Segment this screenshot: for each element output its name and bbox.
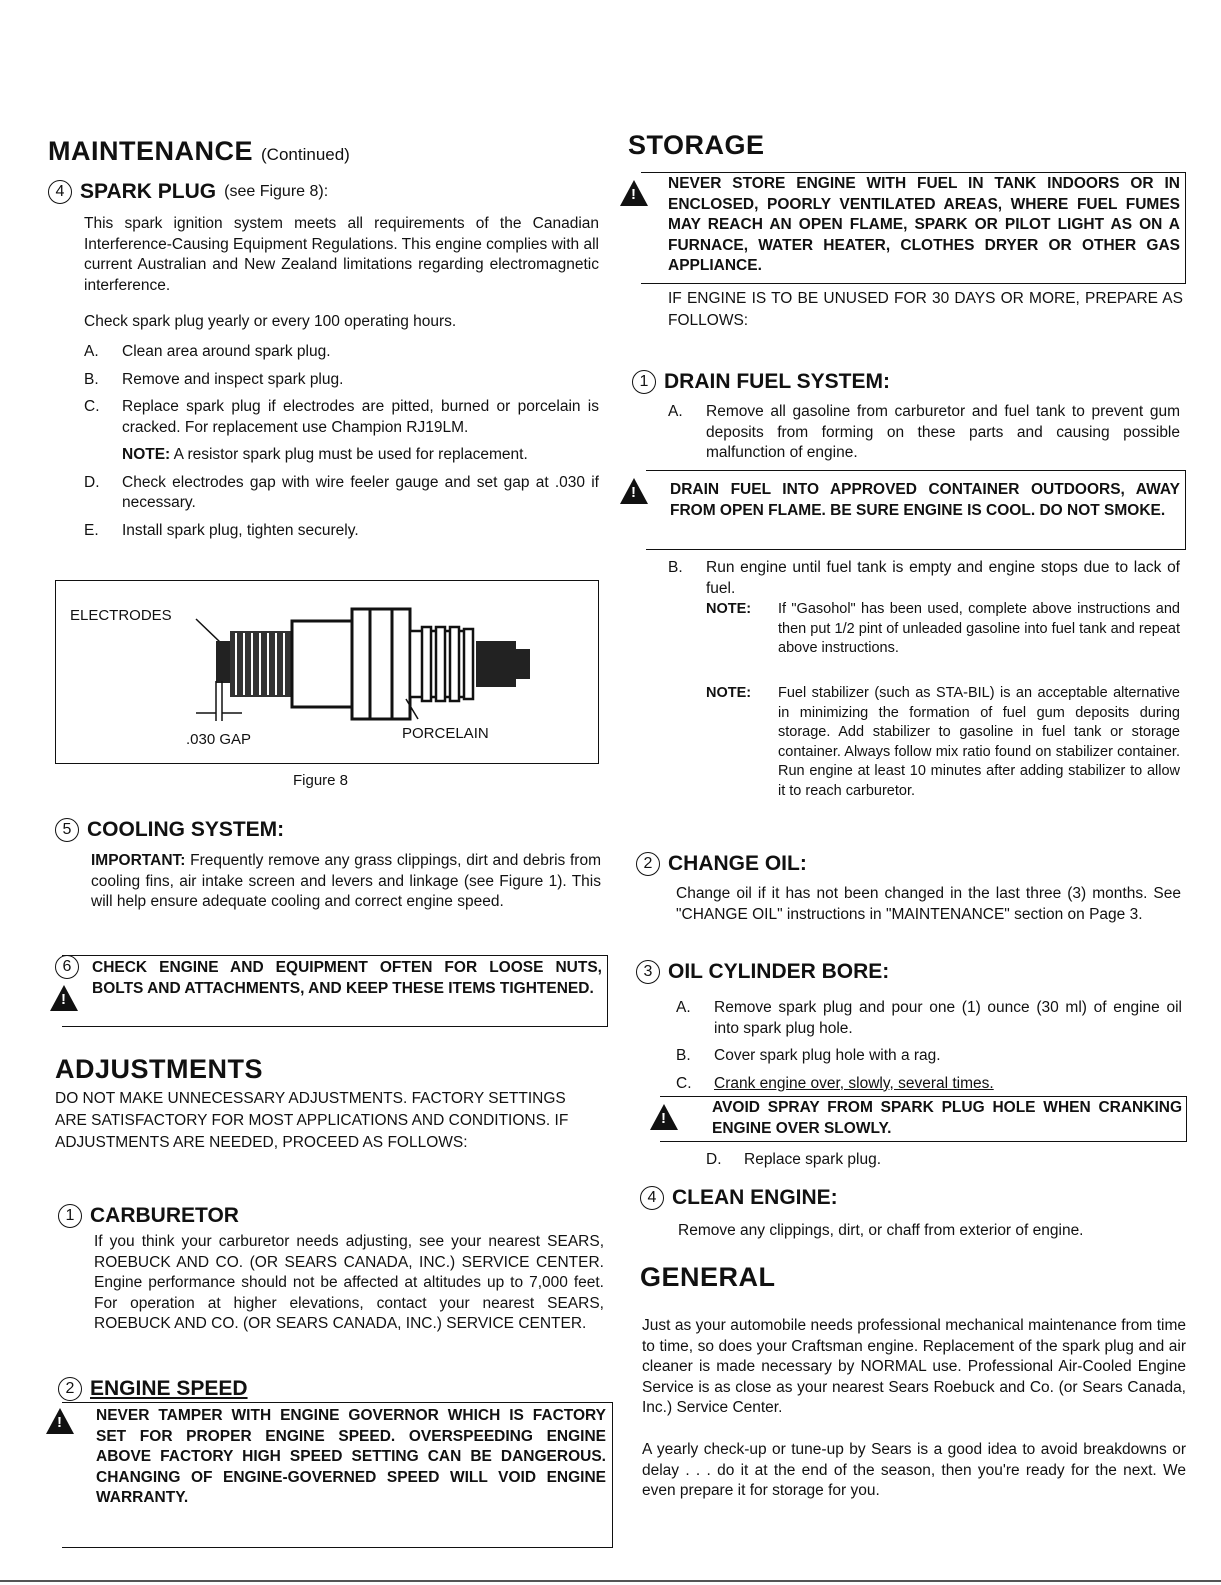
general-p1: Just as your automobile needs professional mechanical maintenance from time to time, so does your Craftsman engine. Replacement of the spark plug and air cleaner is made necessary by NORMAL use. Professional Air-Cooled Engine Service is as close as your nearest Sears Roebuck and Co. (or Sears Canada, Inc.) Service Center. bbox=[642, 1317, 1186, 1416]
warning-icon bbox=[50, 985, 78, 1011]
list-item bbox=[676, 1046, 1182, 1067]
change-oil-text: Change oil if it has not been changed in the last three (3) months. See "CHANGE OIL" instructions in "MAINTENANCE" section on Page 3. bbox=[676, 885, 1181, 923]
carburetor-text: If you think your carburetor needs adjusting, see your nearest SEARS, ROEBUCK AND CO. (OR SEARS CANADA, INC.) SERVICE CENTER. Engine performance should not be affected at altitudes up to 7,000 feet. For operation at higher elevations, contact your nearest SEARS, ROEBUCK AND CO. (OR SEARS CANADA, INC.) SERVICE CENTER. bbox=[94, 1233, 604, 1332]
cooling-body: Frequently remove any grass clippings, dirt and debris from cooling fins, air intake screen and levers and linkage (see Figure 1). This will help ensure adequate cooling and correct engine speed. bbox=[91, 852, 601, 910]
step-text: Remove spark plug and pour one (1) ounce (30 ml) of engine oil into spark plug hole. bbox=[714, 999, 1182, 1037]
clean-engine-heading bbox=[640, 1186, 838, 1210]
drain-title: DRAIN FUEL SYSTEM: bbox=[664, 370, 890, 393]
step-text: Replace spark plug. bbox=[744, 1151, 881, 1168]
general-title: GENERAL bbox=[640, 1262, 776, 1292]
electrodes-label: ELECTRODES bbox=[70, 607, 172, 624]
spark-plug-heading bbox=[48, 180, 328, 204]
storage-title: STORAGE bbox=[628, 130, 765, 160]
step-number: 2 bbox=[636, 852, 660, 876]
change-oil-heading bbox=[636, 852, 807, 876]
clean-engine-text: Remove any clippings, dirt, or chaff from exterior of engine. bbox=[678, 1222, 1084, 1239]
spark-intro: This spark ignition system meets all requirements of the Canadian Interference-Causing Equipment Regulations. This engine complies with all current Australian and New Zealand limitations regarding electromagnetic interference. bbox=[84, 215, 599, 294]
warning-icon bbox=[650, 1104, 678, 1130]
engine-speed-title: ENGINE SPEED bbox=[90, 1377, 248, 1400]
list-item bbox=[84, 473, 599, 514]
note-body: A resistor spark plug must be used for replacement. bbox=[173, 446, 528, 463]
engine-speed-warning: NEVER TAMPER WITH ENGINE GOVERNOR WHICH IS FACTORY SET FOR PROPER ENGINE SPEED. OVERSPEEDING ENGINE ABOVE FACTORY HIGH SPEED SETTING CAN BE DANGEROUS. CHANGING OF ENGINE-GOVERNED SPEED WILL VOID ENGINE WARRANTY. bbox=[96, 1407, 606, 1506]
list-item bbox=[668, 402, 1180, 464]
maintenance-sub: (Continued) bbox=[261, 145, 350, 164]
clean-engine-title: CLEAN ENGINE: bbox=[672, 1186, 838, 1209]
step-label: B. bbox=[668, 559, 683, 576]
carburetor-title: CARBURETOR bbox=[90, 1204, 239, 1227]
porcelain-label: PORCELAIN bbox=[402, 725, 489, 742]
note-text bbox=[122, 445, 599, 466]
list-item bbox=[676, 1074, 1182, 1095]
figure-caption: Figure 8 bbox=[293, 772, 349, 789]
spark-plug-ref: (see Figure 8): bbox=[224, 183, 329, 200]
spark-check: Check spark plug yearly or every 100 operating hours. bbox=[84, 313, 457, 330]
step-number: 6 bbox=[55, 955, 79, 979]
step-number: 3 bbox=[636, 960, 660, 984]
step-text: Install spark plug, tighten securely. bbox=[122, 521, 359, 539]
step-label: B. bbox=[676, 1047, 691, 1064]
maintenance-heading bbox=[48, 136, 350, 167]
step-text: Replace spark plug if electrodes are pitted, burned or porcelain is cracked. For replacement use Champion RJ19LM. bbox=[122, 398, 599, 436]
note-item bbox=[706, 600, 1180, 659]
list-item bbox=[84, 397, 599, 438]
list-item bbox=[668, 558, 1180, 599]
step-number: 4 bbox=[640, 1186, 664, 1210]
step-label: A. bbox=[84, 343, 99, 360]
step-label: D. bbox=[84, 473, 100, 491]
adjustments-title: ADJUSTMENTS bbox=[55, 1054, 264, 1084]
maintenance-title: MAINTENANCE bbox=[48, 136, 253, 166]
note-item bbox=[706, 684, 1180, 801]
storage-intro: IF ENGINE IS TO BE UNUSED FOR 30 DAYS OR MORE, PREPARE AS FOLLOWS: bbox=[668, 290, 1183, 329]
step-text: Clean area around spark plug. bbox=[122, 343, 331, 360]
list-item bbox=[84, 521, 599, 542]
step-number: 2 bbox=[58, 1377, 82, 1401]
change-oil-title: CHANGE OIL: bbox=[668, 852, 807, 875]
drain-heading bbox=[632, 370, 890, 394]
note-spacer bbox=[84, 445, 122, 466]
cooling-title: COOLING SYSTEM: bbox=[87, 818, 285, 841]
step-text: Check electrodes gap with wire feeler gauge and set gap at .030 if necessary. bbox=[122, 473, 599, 511]
gap-label: .030 GAP bbox=[186, 731, 252, 748]
page-bottom-edge bbox=[0, 1580, 1221, 1582]
note-label: NOTE: bbox=[706, 601, 752, 617]
warning-icon bbox=[620, 180, 648, 206]
oil-cylinder-steps bbox=[676, 998, 1182, 1094]
cooling-text bbox=[91, 851, 601, 913]
step-label: E. bbox=[84, 521, 99, 539]
list-item bbox=[706, 1150, 1176, 1171]
note-text: Fuel stabilizer (such as STA-BIL) is an acceptable alternative in minimizing the formation of fuel gum deposits during storage. Add stabilizer to gasoline in fuel tank or storage container. Always follow mix ratio found on stabilizer container. Run engine at least 10 minutes after adding stabilizer to allow it to reach carburetor. bbox=[778, 685, 1180, 799]
step-number: 5 bbox=[55, 818, 79, 842]
general-p2: A yearly check-up or tune-up by Sears is a good idea to avoid breakdowns or delay . . . do it at the end of the season, then you're ready for the next. We even prepare it for storage for you. bbox=[642, 1441, 1186, 1499]
check-engine-warning: CHECK ENGINE AND EQUIPMENT OFTEN FOR LOOSE NUTS, BOLTS AND ATTACHMENTS, AND KEEP THESE ITEMS TIGHTENED. bbox=[92, 959, 602, 997]
carburetor-heading bbox=[58, 1204, 239, 1228]
spark-steps bbox=[84, 342, 599, 541]
step-label: B. bbox=[84, 370, 99, 388]
list-item bbox=[84, 370, 599, 391]
oil-cylinder-title: OIL CYLINDER BORE: bbox=[668, 960, 890, 983]
list-item bbox=[676, 998, 1182, 1039]
note-item bbox=[84, 445, 599, 466]
engine-speed-heading bbox=[58, 1377, 248, 1401]
step-label: D. bbox=[706, 1151, 722, 1168]
drain-warning: DRAIN FUEL INTO APPROVED CONTAINER OUTDOORS, AWAY FROM OPEN FLAME. BE SURE ENGINE IS COOL. DO NOT SMOKE. bbox=[670, 481, 1180, 519]
step-label: C. bbox=[676, 1074, 692, 1092]
cooling-heading bbox=[55, 818, 284, 842]
adjustments-text: DO NOT MAKE UNNECESSARY ADJUSTMENTS. FACTORY SETTINGS ARE SATISFACTORY FOR MOST APPLICATIONS AND CONDITIONS. IF ADJUSTMENTS ARE NEEDED, PROCEED AS FOLLOWS: bbox=[55, 1090, 569, 1151]
step-text: Remove all gasoline from carburetor and fuel tank to prevent gum deposits from forming on these parts and causing possible malfunction of engine. bbox=[706, 403, 1180, 461]
step-label: A. bbox=[676, 999, 691, 1016]
oil-cylinder-heading bbox=[636, 960, 889, 984]
spark-plug-title: SPARK PLUG bbox=[80, 180, 217, 203]
note-text: If "Gasohol" has been used, complete above instructions and then put 1/2 pint of unleaded gasoline into fuel tank and repeat above instructions. bbox=[778, 601, 1180, 656]
step-number: 1 bbox=[58, 1204, 82, 1228]
step-number: 4 bbox=[48, 180, 72, 204]
step-text: Remove and inspect spark plug. bbox=[122, 370, 344, 388]
note-label: NOTE: bbox=[706, 685, 752, 701]
figure-8-box bbox=[55, 580, 599, 764]
note-label: NOTE: bbox=[122, 446, 171, 463]
step-text: Cover spark plug hole with a rag. bbox=[714, 1047, 941, 1064]
step-text: Run engine until fuel tank is empty and engine stops due to lack of fuel. bbox=[706, 559, 1180, 597]
step-label: A. bbox=[668, 403, 683, 420]
step-number-6 bbox=[55, 955, 79, 979]
important-label: IMPORTANT: bbox=[91, 852, 186, 869]
warning-icon bbox=[46, 1408, 74, 1434]
step-text: Crank engine over, slowly, several times. bbox=[714, 1074, 994, 1092]
step-number: 1 bbox=[632, 370, 656, 394]
list-item bbox=[84, 342, 599, 363]
step-label: C. bbox=[84, 398, 100, 415]
storage-warning: NEVER STORE ENGINE WITH FUEL IN TANK INDOORS OR IN ENCLOSED, POORLY VENTILATED AREAS, WHERE FUEL FUMES MAY REACH AN OPEN FLAME, SPARK OR PILOT LIGHT AS ON A FURNACE, WATER HEATER, CLOTHES DRYER OR OTHER GAS APPLIANCE. bbox=[668, 175, 1180, 274]
warning-icon bbox=[620, 478, 648, 504]
oil-cylinder-warning: AVOID SPRAY FROM SPARK PLUG HOLE WHEN CRANKING ENGINE OVER SLOWLY. bbox=[712, 1099, 1182, 1137]
